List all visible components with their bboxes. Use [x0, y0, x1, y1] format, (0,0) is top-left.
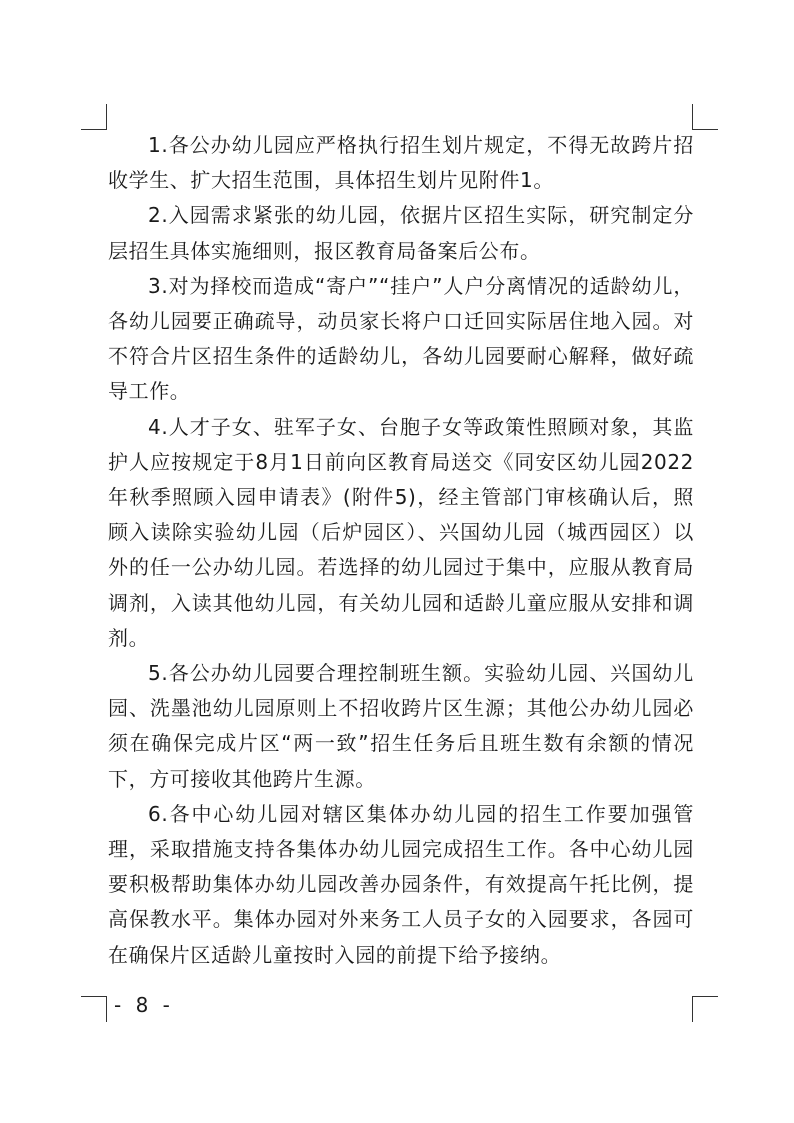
crop-mark-bottom-left [81, 996, 107, 1022]
paragraph-2: 2.入园需求紧张的幼儿园，依据片区招生实际，研究制定分层招生具体实施细则，报区教育局备案后公布。 [108, 203, 694, 263]
paragraph-5: 5.各公办幼儿园要合理控制班生额。实验幼儿园、兴国幼儿园、洗墨池幼儿园原则上不招收跨片区生源；其他公办幼儿园必须在确保完成片区“两一致”招生任务后且班生数有余额的情况下，方可接收其他跨片生源。 [108, 661, 694, 791]
paragraph-4: 4.人才子女、驻军子女、台胞子女等政策性照顾对象，其监护人应按规定于8月1日前向区教育局送交《同安区幼儿园2022年秋季照顾入园申请表》(附件5)，经主管部门审核确认后，照顾入读除实验幼儿园（后炉园区）、兴国幼儿园（城西园区）以外的任一公办幼儿园。若选择的幼儿园过于集中，应服从教育局调剂，入读其他幼儿园，有关幼儿园和适龄儿童应服从安排和调剂。 [108, 414, 694, 650]
crop-mark-bottom-right [692, 996, 718, 1022]
document-body [108, 128, 694, 973]
crop-mark-top-right [692, 104, 718, 130]
paragraph-3: 3.对为择校而造成“寄户”“挂户”人户分离情况的适龄幼儿，各幼儿园要正确疏导，动员家长将户口迁回实际居住地入园。对不符合片区招生条件的适龄幼儿，各幼儿园要耐心解释，做好疏导工作。 [108, 273, 694, 404]
page-number: - 8 - [114, 993, 174, 1017]
paragraph-1: 1.各公办幼儿园应严格执行招生划片规定，不得无故跨片招收学生、扩大招生范围，具体招生划片见附件1。 [108, 133, 694, 193]
paragraph-6: 6.各中心幼儿园对辖区集体办幼儿园的招生工作要加强管理，采取措施支持各集体办幼儿园完成招生工作。各中心幼儿园要积极帮助集体办幼儿园改善办园条件，有效提高午托比例，提高保教水平。集体办园对外来务工人员子女的入园要求，各园可在确保片区适龄儿童按时入园的前提下给予接纳。 [108, 801, 694, 967]
crop-mark-top-left [81, 104, 107, 130]
